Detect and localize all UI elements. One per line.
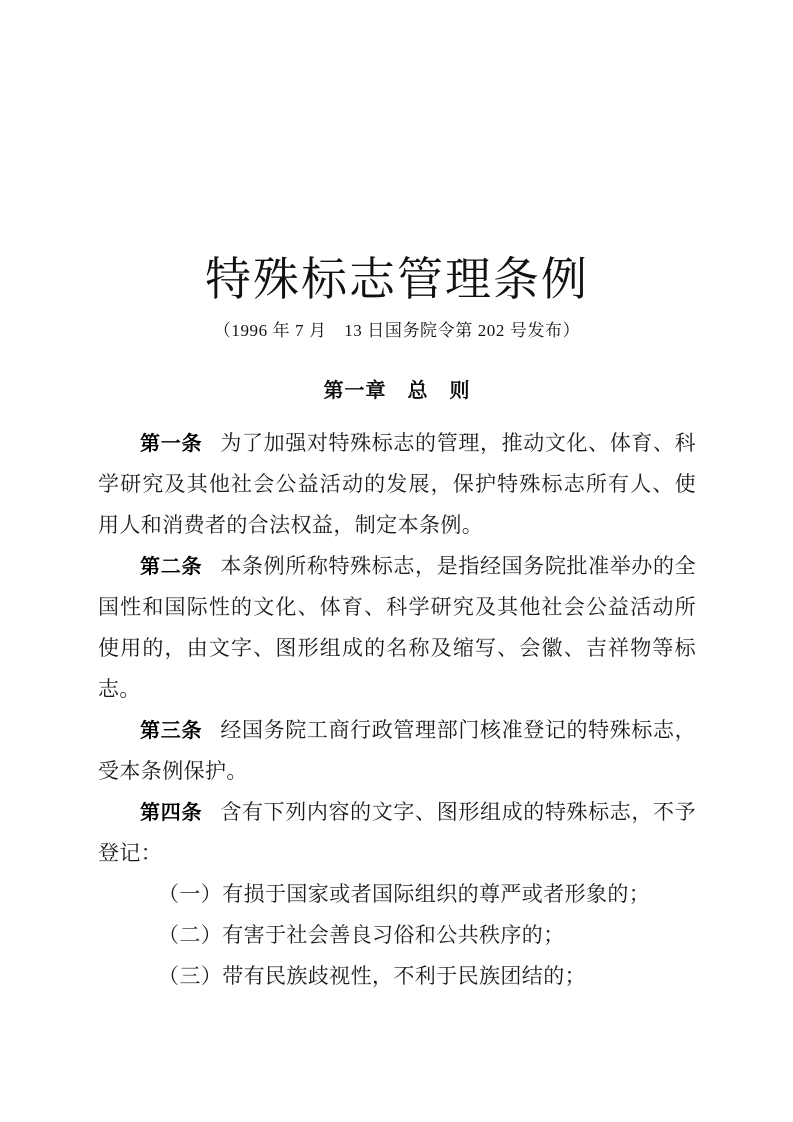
enumerated-list — [98, 874, 696, 997]
article-number: 第二条 — [140, 554, 203, 578]
page-title: 特殊标志管理条例 — [205, 254, 589, 305]
article-paragraph — [98, 546, 696, 710]
article-text: 经国务院工商行政管理部门核准登记的特殊标志，受本条例保护。 — [98, 718, 696, 783]
document-subtitle: （1996 年 7 月 13 日国务院令第 202 号发布） — [213, 321, 581, 340]
document-content — [98, 0, 696, 997]
article-number: 第四条 — [140, 800, 203, 824]
article-text: 为了加强对特殊标志的管理，推动文化、体育、科学研究及其他社会公益活动的发展，保护特殊标志所有人、使用人和消费者的合法权益，制定本条例。 — [98, 431, 696, 537]
article-text: 本条例所称特殊标志，是指经国务院批准举办的全国性和国际性的文化、体育、科学研究及其他社会公益活动所使用的，由文字、图形组成的名称及缩写、会徽、吉祥物等标志。 — [98, 554, 696, 701]
article-paragraph — [98, 710, 696, 792]
chapter-heading: 第一章 总 则 — [323, 378, 471, 402]
list-item: （三）带有民族歧视性，不利于民族团结的； — [158, 964, 586, 988]
article-number: 第三条 — [140, 718, 203, 742]
article-paragraph — [98, 423, 696, 546]
article-number: 第一条 — [140, 431, 203, 455]
article-text: 含有下列内容的文字、图形组成的特殊标志，不予登记： — [98, 800, 696, 865]
list-item: （一）有损于国家或者国际组织的尊严或者形象的； — [158, 882, 651, 906]
article-list — [98, 407, 696, 997]
list-item: （二）有害于社会善良习俗和公共秩序的； — [158, 923, 565, 947]
article-paragraph — [98, 792, 696, 874]
